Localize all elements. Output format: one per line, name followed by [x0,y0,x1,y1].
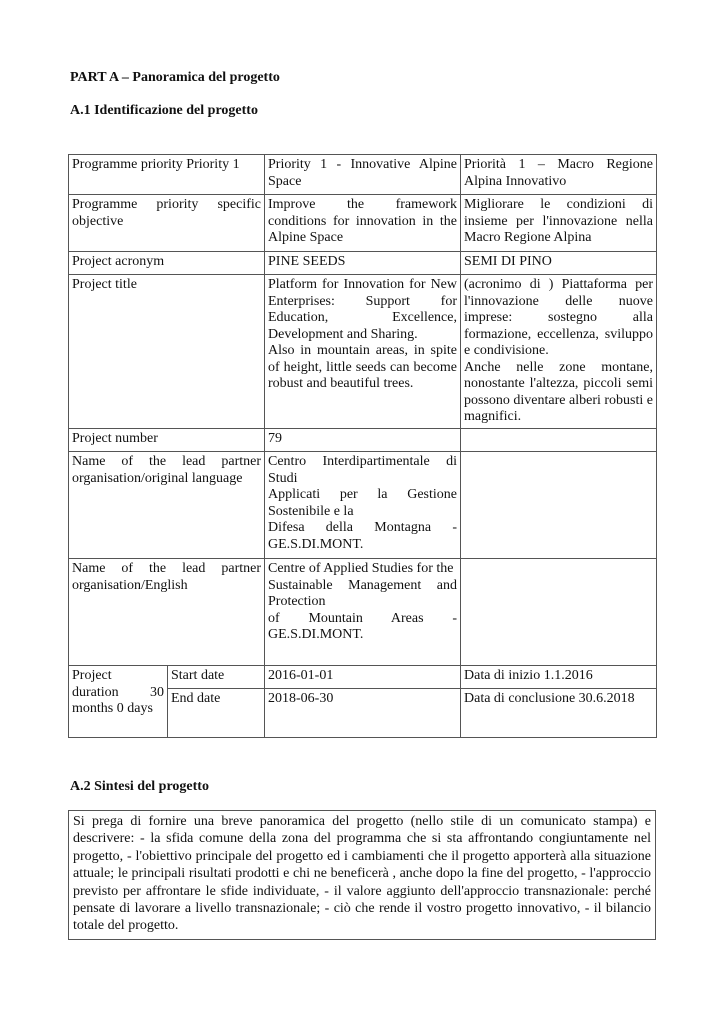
lead-partner-original-line-3: Difesa della Montagna - GE.S.DI.MONT. [268,520,457,552]
start-date-label: Start date [168,666,265,689]
lead-partner-english-it [461,559,657,666]
lead-partner-english-label: Name of the lead partner organisation/English [69,559,265,666]
acronym-en: PINE SEEDS [265,252,461,275]
project-title-en-line-2: Also in mountain areas, in spite of height, little seeds can become robust and beautiful trees. [268,343,457,391]
table-row [69,429,657,452]
lead-partner-original-label: Name of the lead partner organisation/original language [69,452,265,559]
lead-partner-english-line-2: Sustainable Management and Protection [268,577,457,609]
lead-partner-english-line-1: Centre of Applied Studies for the [268,561,454,576]
programme-priority-label: Programme priority Priority 1 [69,155,265,195]
project-duration-line-1: Project [72,668,112,683]
acronym-it: SEMI DI PINO [461,252,657,275]
project-number-it [461,429,657,452]
section-a1-heading: A.1 Identificazione del progetto [70,103,258,118]
project-title-it-line-2: Anche nelle zone montane, nonostante l'altezza, piccoli semi possono diventare alberi robusti e magnifici. [464,359,653,424]
project-title-en [265,275,461,429]
end-date-value: 2018-06-30 [265,689,461,738]
project-duration-label [69,666,168,738]
start-date-it: Data di inizio 1.1.2016 [461,666,657,689]
lead-partner-english-line-3: of Mountain Areas - GE.S.DI.MONT. [268,610,457,642]
programme-priority-en: Priority 1 - Innovative Alpine Space [265,155,461,195]
table-row [69,452,657,559]
table-row [69,252,657,275]
part-a-heading: PART A – Panoramica del progetto [70,70,280,85]
lead-partner-original-value [265,452,461,559]
end-date-label: End date [168,689,265,738]
project-title-en-line-1: Platform for Innovation for New Enterprises: Support for Education, Excellence, Development and Sharing. [268,277,457,342]
project-identification-table [68,154,657,738]
specific-objective-en: Improve the framework conditions for innovation in the Alpine Space [265,195,461,252]
project-duration-line-3: months 0 days [72,701,153,716]
end-date-it: Data di conclusione 30.6.2018 [461,689,657,738]
table-row [69,195,657,252]
acronym-label: Project acronym [69,252,265,275]
table-row [69,275,657,429]
table-row [69,155,657,195]
project-number-label: Project number [69,429,265,452]
lead-partner-original-line-2: Applicati per la Gestione Sostenibile e la [268,487,457,519]
project-summary-box [68,810,656,940]
project-title-it-line-1: (acronimo di ) Piattaforma per l'innovazione delle nuove imprese: sostegno alla formazione, eccellenza, sviluppo e condivisione. [464,277,653,358]
project-summary-text: Si prega di fornire una breve panoramica del progetto (nello stile di un comunicato stampa) e descrivere: - la sfida comune della zona del programma che si sta affrontando congiuntamente nel progetto, - l'obiettivo principale del progetto ed i cambiamenti che il progetto apporterà alla situazione attuale; le principali risultati prodotti e chi ne beneficerà , anche dopo la fine del progetto, - l'approccio previsto per affrontare le sfide individuate, - il valore aggiunto dell'approccio transnazionale: perché pensate di lavorare a livello transnazionale; - ciò che rende il vostro progetto innovativo, - il bilancio totale del progetto. [73,814,651,934]
lead-partner-english-value [265,559,461,666]
section-a2-heading: A.2 Sintesi del progetto [70,779,209,794]
project-number-value: 79 [265,429,461,452]
specific-objective-label: Programme priority specific objective [69,195,265,252]
lead-partner-original-line-1: Centro Interdipartimentale di Studi [268,454,457,486]
specific-objective-it: Migliorare le condizioni di insieme per l'innovazione nella Macro Regione Alpina [461,195,657,252]
project-title-label: Project title [69,275,265,429]
table-row [69,666,657,689]
table-row [69,559,657,666]
project-title-it [461,275,657,429]
start-date-value: 2016-01-01 [265,666,461,689]
lead-partner-original-it [461,452,657,559]
programme-priority-it: Priorità 1 – Macro Regione Alpina Innovativo [461,155,657,195]
project-duration-line-2: duration 30 [72,684,164,700]
